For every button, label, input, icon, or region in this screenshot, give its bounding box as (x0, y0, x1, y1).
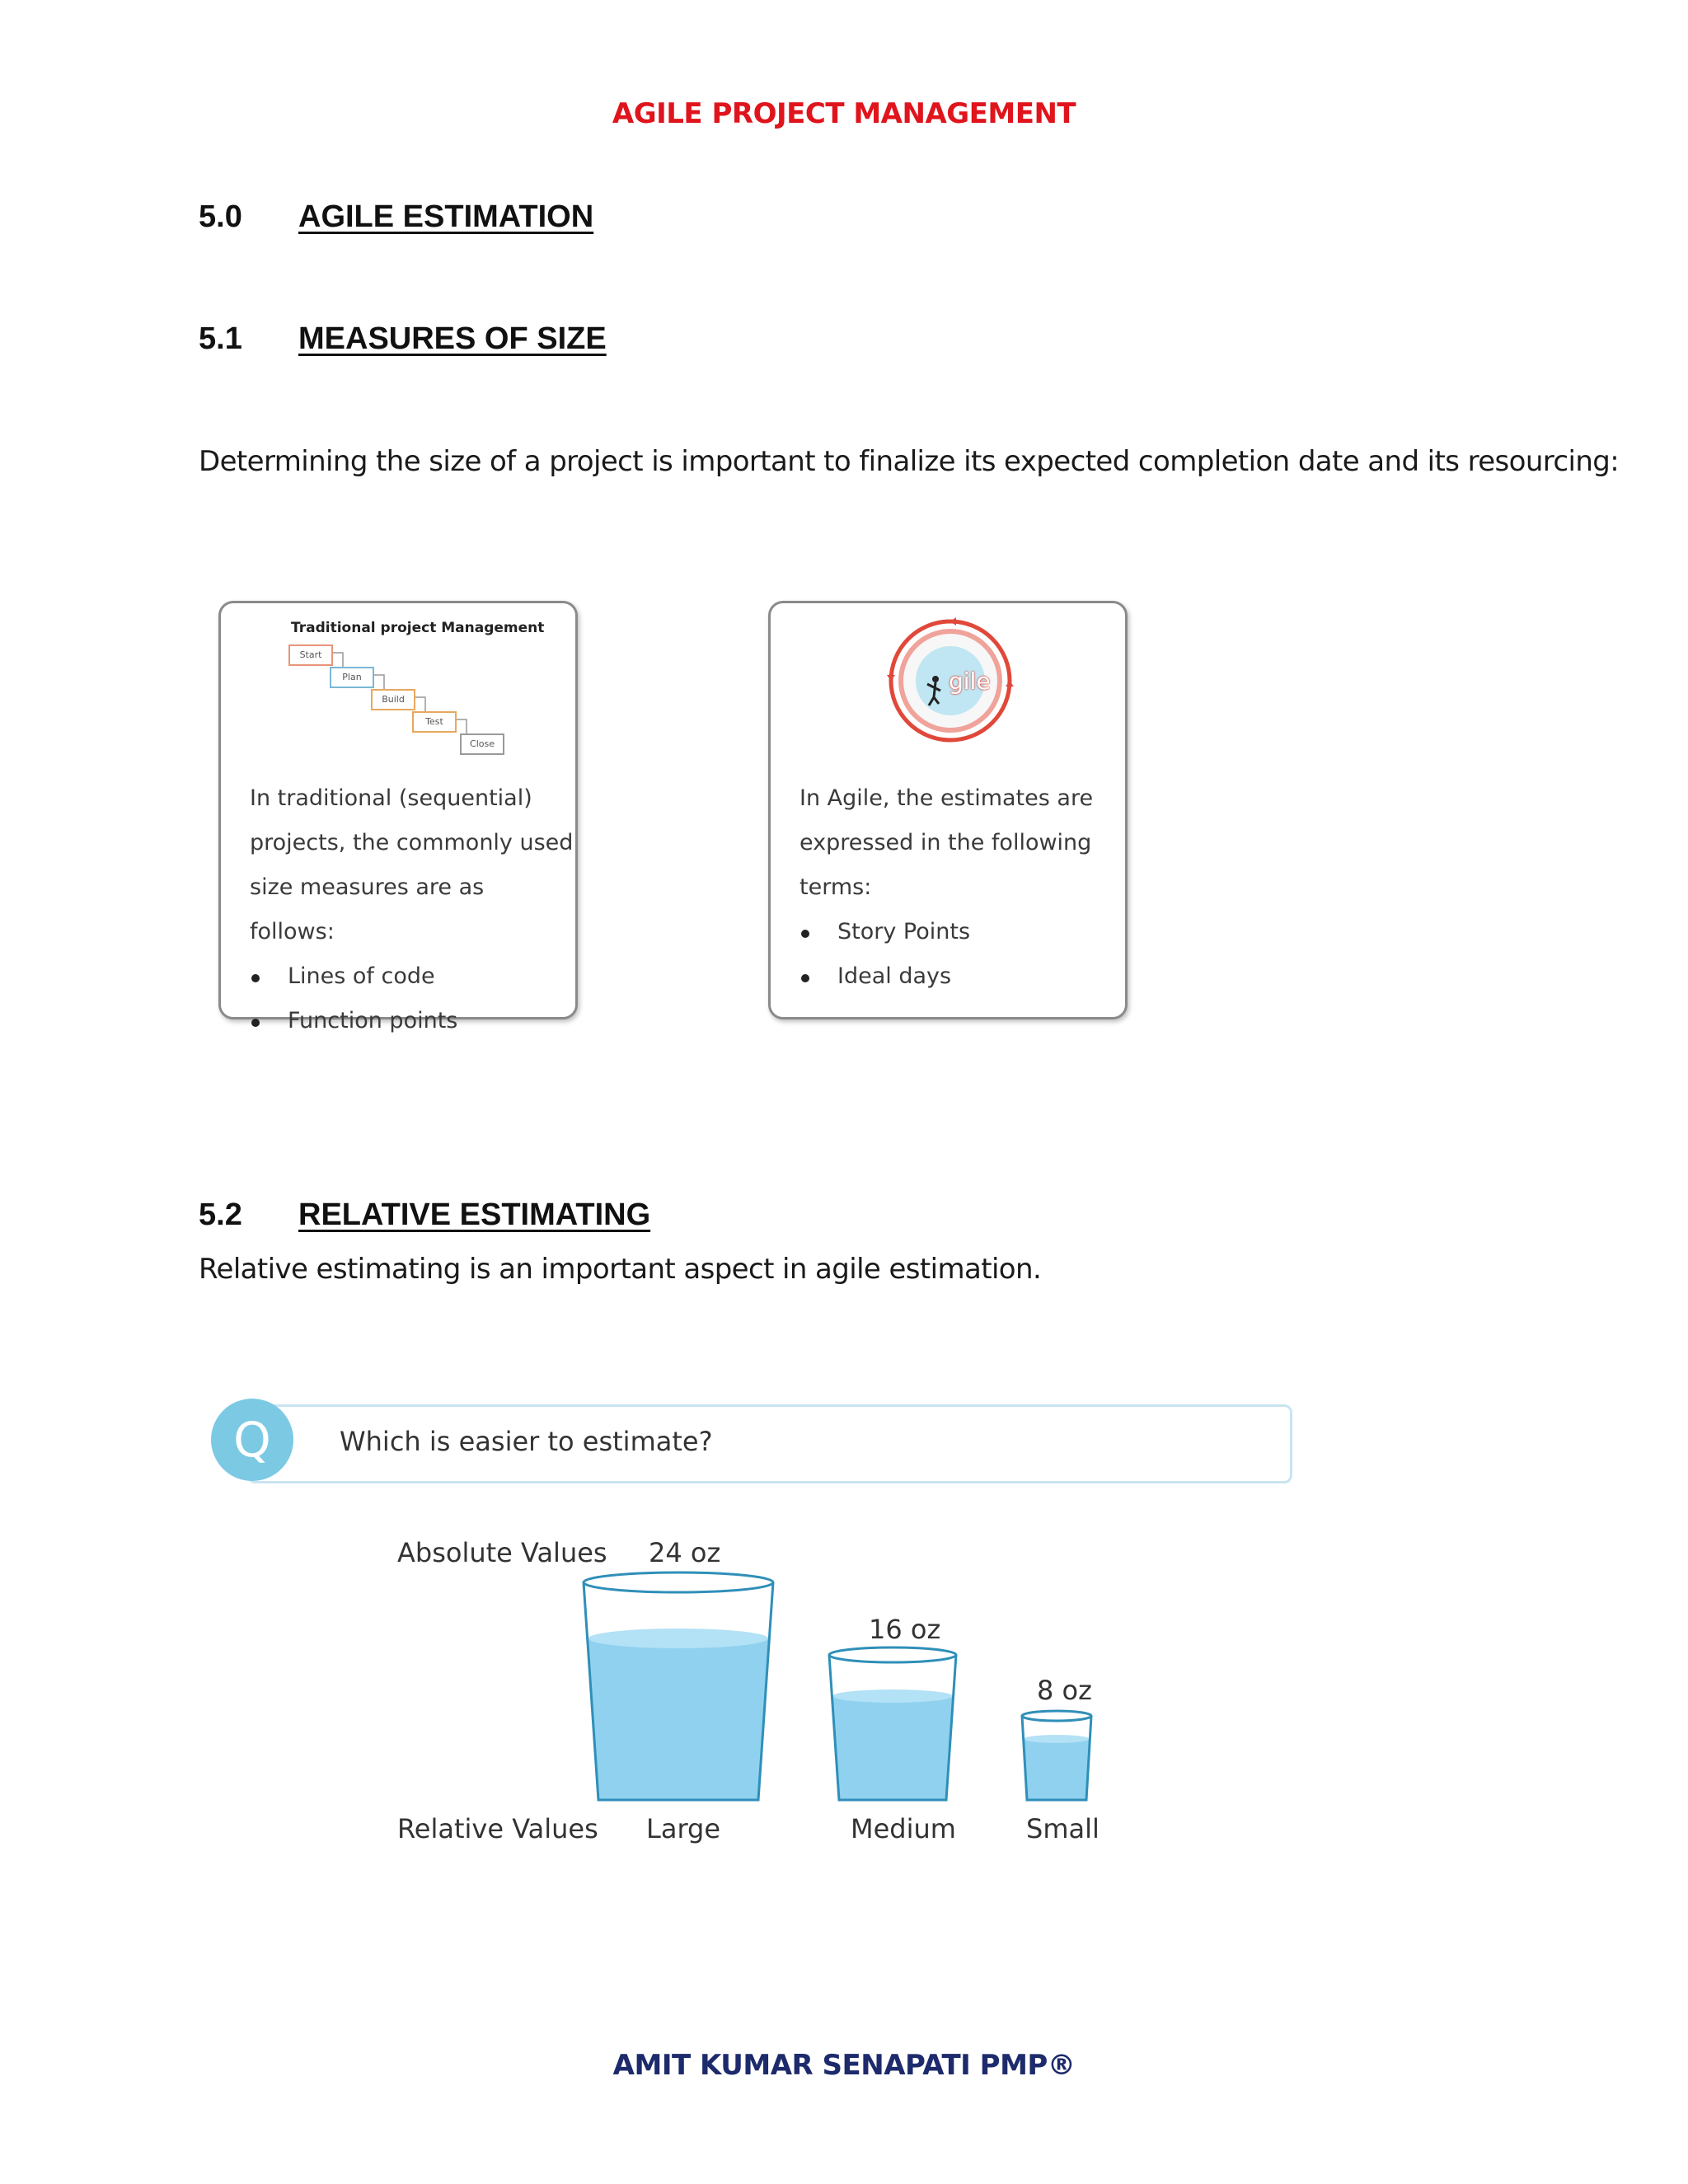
glass-oz-label: 24 oz (649, 1537, 721, 1568)
running-footer: AMIT KUMAR SENAPATI PMP® (612, 2049, 1076, 2082)
section-number: 5.0 (199, 199, 242, 234)
glass-size-label: Medium (851, 1813, 956, 1844)
section-title: RELATIVE ESTIMATING (298, 1197, 651, 1232)
diagram-title: Traditional project Management (291, 620, 545, 636)
question-text: Which is easier to estimate? (340, 1426, 713, 1457)
text-line: size measures are as follows: (250, 874, 485, 944)
bullet-item: Lines of code (250, 954, 575, 999)
glass-oz-label: 16 oz (869, 1614, 941, 1645)
bullet-item: Story Points (799, 910, 1093, 954)
paragraph: Relative estimating is an important aspect in agile estimation. (199, 1253, 1042, 1286)
bullet-item: Function points (250, 999, 575, 1043)
paragraph: Determining the size of a project is important to finalize its expected completion date and its resourcing: (199, 445, 1620, 478)
section-number: 5.1 (199, 321, 242, 356)
relative-values-label: Relative Values (397, 1813, 598, 1844)
question-icon: Q (211, 1399, 293, 1481)
glass-size-label: Small (1026, 1813, 1100, 1844)
glass-medium-icon (829, 1647, 956, 1800)
running-header: AGILE PROJECT MANAGEMENT (612, 97, 1076, 130)
text-line: projects, the commonly used (250, 830, 574, 855)
text-line: expressed in the following (799, 830, 1092, 855)
step-build: Build (371, 689, 415, 710)
section-title: MEASURES OF SIZE (298, 321, 607, 356)
text-line: In traditional (sequential) (250, 785, 532, 811)
agile-logo-text: gile (949, 668, 991, 695)
step-close: Close (460, 733, 504, 755)
section-number: 5.2 (199, 1197, 242, 1232)
glass-oz-label: 8 oz (1037, 1675, 1092, 1706)
bullet-item: Ideal days (799, 954, 1093, 999)
text-line: terms: (799, 874, 872, 900)
step-start: Start (288, 644, 333, 666)
step-plan: Plan (330, 667, 374, 688)
glass-large-icon (584, 1572, 773, 1800)
section-title: AGILE ESTIMATION (298, 199, 594, 234)
step-test: Test (412, 711, 457, 733)
absolute-values-label: Absolute Values (397, 1537, 607, 1568)
glass-size-label: Large (646, 1813, 721, 1844)
glass-small-icon (1022, 1711, 1091, 1800)
text-line: In Agile, the estimates are (799, 785, 1094, 811)
